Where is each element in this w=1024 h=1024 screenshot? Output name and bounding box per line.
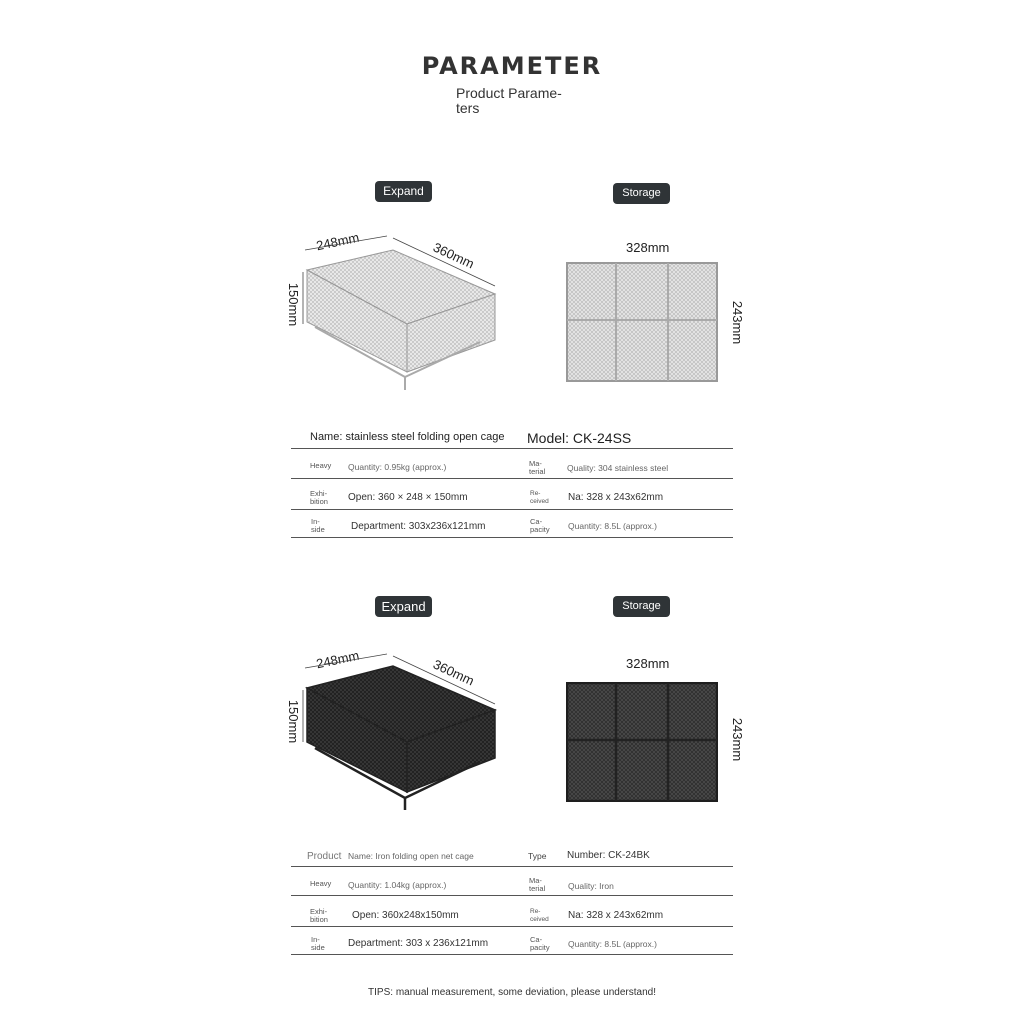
steel-basket-folded-image [566, 262, 718, 382]
dim-height: 150mm [286, 282, 302, 327]
inside-size-value: Department: 303 x 236x121mm [348, 938, 489, 949]
row-label: Ca- pacity [530, 935, 550, 952]
storage-dim-height: 243mm [730, 717, 746, 762]
weight-value: Quantity: 1.04kg (approx.) [348, 880, 447, 890]
table-divider [291, 926, 733, 927]
tips-note: TIPS: manual measurement, some deviation, please understand! [368, 987, 656, 998]
table-divider [291, 537, 733, 538]
iron-basket-expanded-image [295, 647, 505, 815]
open-size-value: Open: 360 × 248 × 150mm [348, 492, 468, 503]
row-label: Exhi- bition [310, 489, 328, 506]
iron-basket-folded-image [566, 682, 718, 802]
expand-label: Expand [375, 181, 432, 202]
material-value: Quality: Iron [568, 881, 614, 891]
row-label: Heavy [310, 461, 332, 470]
page-subtitle: Product Parame- ters [456, 85, 562, 116]
storage-dim-width: 328mm [626, 656, 670, 671]
table-divider [291, 509, 733, 510]
inside-size-value: Department: 303x236x121mm [351, 521, 486, 532]
table-divider [291, 895, 733, 896]
row-label: In- side [311, 935, 325, 952]
material-value: Quality: 304 stainless steel [567, 463, 669, 473]
row-label: Re- ceived [530, 908, 549, 923]
row-label: Ma- terial [529, 876, 546, 893]
row-label: In- side [311, 517, 325, 534]
dim-length: 360mm [430, 656, 477, 689]
page-title: PARAMETER [421, 52, 603, 80]
folded-size-value: Na: 328 x 243x62mm [568, 910, 664, 921]
weight-value: Quantity: 0.95kg (approx.) [348, 462, 447, 472]
table-divider [291, 866, 733, 867]
row-label: Re- ceived [530, 490, 549, 505]
storage-dim-height: 243mm [730, 300, 746, 345]
dim-width: 248mm [314, 647, 361, 672]
expand-label: Expand [375, 596, 432, 617]
storage-label: Storage [613, 183, 670, 204]
row-label: Heavy [310, 879, 332, 888]
product-name: Name: stainless steel folding open cage [310, 431, 505, 443]
dim-width: 248mm [314, 229, 361, 254]
storage-label: Storage [613, 596, 670, 617]
product-model: Number: CK-24BK [567, 850, 650, 861]
steel-basket-expanded-image [295, 229, 505, 397]
table-divider [291, 954, 733, 955]
dim-length: 360mm [430, 239, 477, 272]
row-label: Ca- pacity [530, 517, 550, 534]
dim-height: 150mm [286, 699, 302, 744]
capacity-value: Quantity: 8.5L (approx.) [568, 521, 657, 531]
table-divider [291, 448, 733, 449]
table-divider [291, 478, 733, 479]
row-label: Exhi- bition [310, 907, 328, 924]
row-label: Type [528, 851, 547, 861]
product-name: Name: Iron folding open net cage [348, 851, 474, 861]
folded-size-value: Na: 328 x 243x62mm [568, 492, 664, 503]
open-size-value: Open: 360x248x150mm [352, 910, 459, 921]
row-label: Product [307, 851, 342, 862]
product-model: Model: CK-24SS [527, 430, 632, 446]
capacity-value: Quantity: 8.5L (approx.) [568, 939, 657, 949]
storage-dim-width: 328mm [626, 240, 670, 255]
row-label: Ma- terial [529, 459, 546, 476]
